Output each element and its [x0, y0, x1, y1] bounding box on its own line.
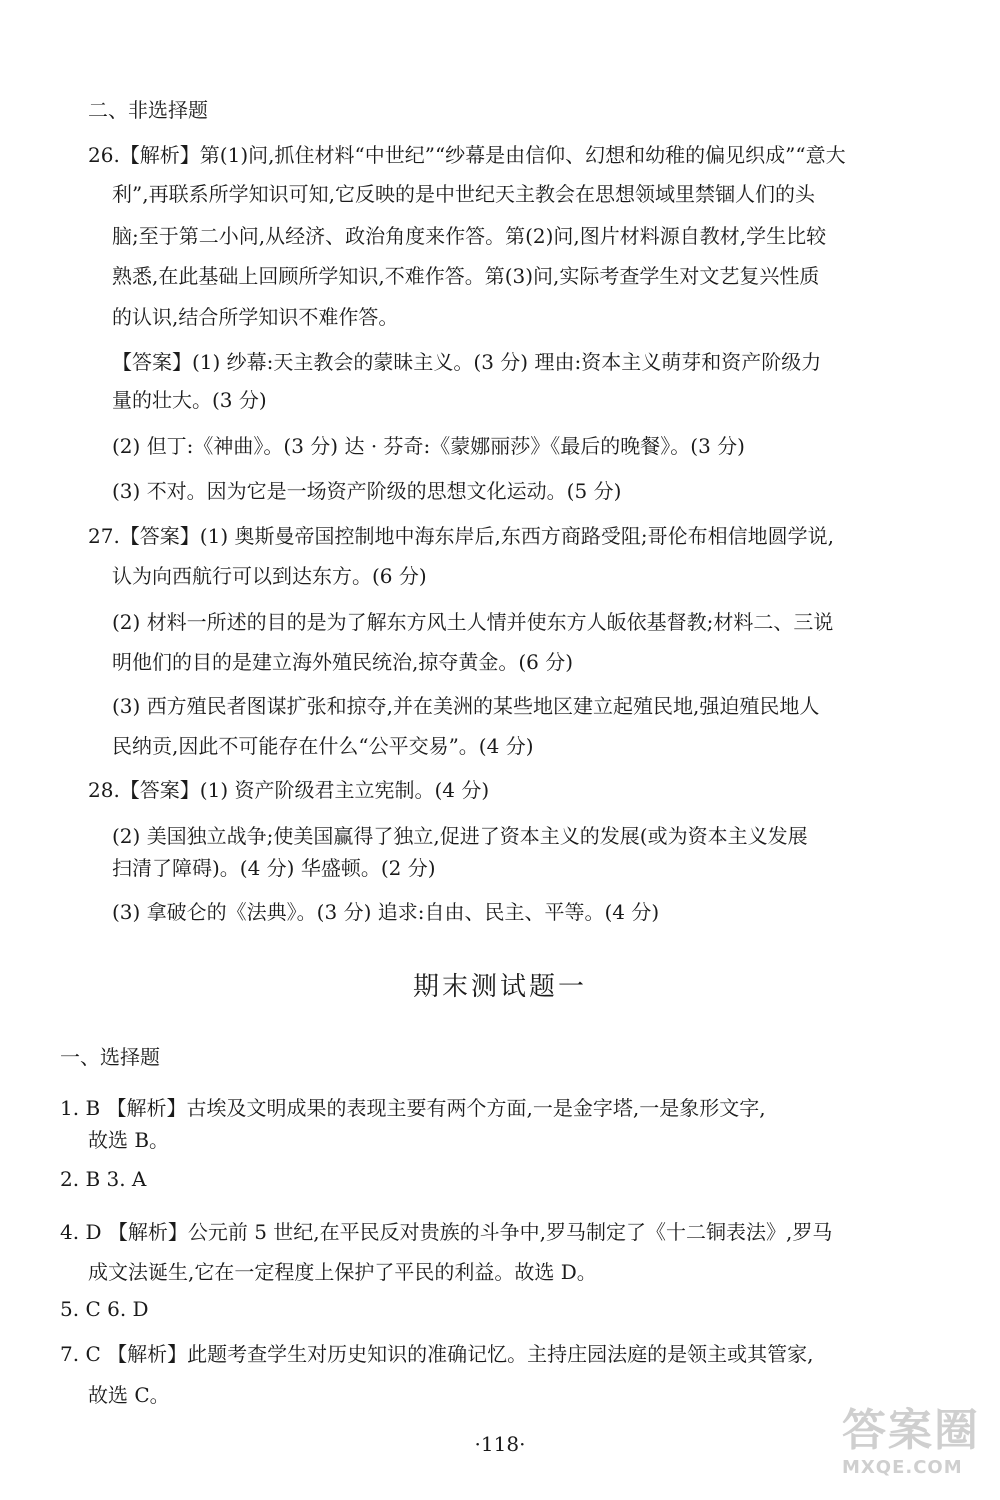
watermark-url: MXQE.COM [842, 1457, 963, 1478]
watermark-text: 答案圈 [842, 1405, 980, 1456]
answer-line: 1. B 【解析】古埃及文明成果的表现主要有两个方面,一是金字塔,一是象形文字, [60, 1096, 766, 1120]
q27-line: 27.【答案】(1) 奥斯曼帝国控制地中海东岸后,东西方商路受阻;哥伦布相信地圆学说, [88, 524, 834, 548]
exam-title: 期末测试题一 [412, 972, 587, 1002]
watermark-logo [842, 1405, 992, 1495]
answer-line: 成文法诞生,它在一定程度上保护了平民的利益。故选 D。 [88, 1260, 597, 1284]
answer-line: 5. C 6. D [60, 1297, 149, 1321]
q26-line: 26.【解析】第(1)问,抓住材料“中世纪”“纱幕是由信仰、幻想和幼稚的偏见织成”“意大 [88, 143, 846, 167]
q27-line: 认为向西航行可以到达东方。(6 分) [112, 564, 427, 588]
answer-line: 4. D 【解析】公元前 5 世纪,在平民反对贵族的斗争中,罗马制定了《十二铜表法》,罗马 [60, 1220, 833, 1244]
q26-answer-line: (2) 但丁:《神曲》。(3 分) 达 · 芬奇:《蒙娜丽莎》《最后的晚餐》。(3 分) [112, 434, 745, 458]
answer-line: 故选 C。 [88, 1383, 170, 1407]
q26-line: 脑;至于第二小问,从经济、政治角度来作答。第(2)问,图片材料源自教材,学生比较 [112, 224, 827, 248]
q26-answer-line: 量的壮大。(3 分) [112, 388, 267, 412]
section-heading: 一、选择题 [60, 1045, 160, 1069]
q27-line: (3) 西方殖民者图谋扩张和掠夺,并在美洲的某些地区建立起殖民地,强迫殖民地人 [112, 694, 820, 718]
q26-answer-line: (3) 不对。因为它是一场资产阶级的思想文化运动。(5 分) [112, 479, 622, 503]
section-heading: 二、非选择题 [88, 98, 208, 122]
q26-line: 的认识,结合所学知识不难作答。 [112, 305, 399, 329]
answer-line: 7. C 【解析】此题考查学生对历史知识的准确记忆。主持庄园法庭的是领主或其管家, [60, 1342, 814, 1366]
q26-line: 利”,再联系所学知识可知,它反映的是中世纪天主教会在思想领域里禁锢人们的头 [112, 182, 815, 206]
q28-line: (3) 拿破仑的《法典》。(3 分) 追求:自由、民主、平等。(4 分) [112, 900, 660, 924]
q27-line: 明他们的目的是建立海外殖民统治,掠夺黄金。(6 分) [112, 650, 574, 674]
q27-line: (2) 材料一所述的目的是为了解东方风土人情并使东方人皈依基督教;材料二、三说 [112, 610, 834, 634]
q26-answer-line: 【答案】(1) 纱幕:天主教会的蒙昧主义。(3 分) 理由:资本主义萌芽和资产阶级力 [112, 350, 822, 374]
answer-line: 2. B 3. A [60, 1167, 147, 1191]
q26-line: 熟悉,在此基础上回顾所学知识,不难作答。第(3)问,实际考查学生对文艺复兴性质 [112, 264, 820, 288]
q28-line: (2) 美国独立战争;使美国赢得了独立,促进了资本主义的发展(或为资本主义发展 [112, 824, 808, 848]
page-number: ·118· [474, 1432, 526, 1456]
q28-line: 扫清了障碍)。(4 分) 华盛顿。(2 分) [112, 856, 436, 880]
q28-line: 28.【答案】(1) 资产阶级君主立宪制。(4 分) [88, 778, 490, 802]
q27-line: 民纳贡,因此不可能存在什么“公平交易”。(4 分) [112, 734, 534, 758]
answer-line: 故选 B。 [88, 1128, 170, 1152]
